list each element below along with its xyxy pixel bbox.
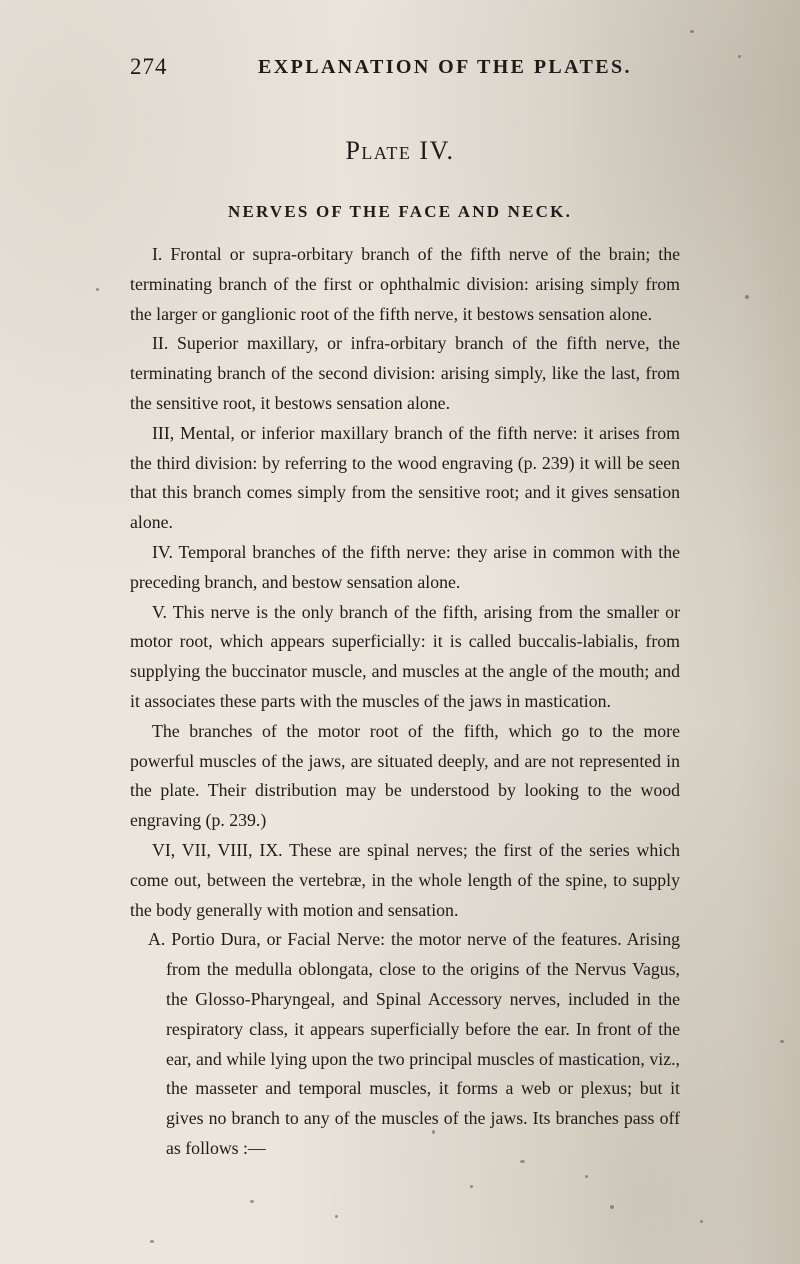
paragraph-superior-maxillary: II. Superior maxillary, or infra-orbitary branch of the fifth nerve, the terminating branch of the second division: arising simply, like the last, from the sensitive root, it bestows sensation alone. bbox=[130, 333, 680, 413]
paragraph-temporal-branches: IV. Temporal branches of the fifth nerve: they arise in common with the preceding branch, and bestow sensation alone. bbox=[130, 541, 680, 592]
paragraph-motor-root: The branches of the motor root of the fifth, which go to the more powerful muscles of the jaws, are situated deeply, and are not represented in the plate. Their distribution may be understood by looking to the wood engraving (p. 239.) bbox=[130, 720, 680, 831]
paper-speck bbox=[745, 295, 749, 299]
running-head: EXPLANATION OF THE PLATES. bbox=[258, 56, 632, 78]
paragraph-mental-branch: III, Mental, or inferior maxillary branch of the fifth nerve: it arises from the third division: by referring to the wood engraving (p. 239) it will be seen that this branch comes simply from the sensitive root; and it gives sensation alone. bbox=[130, 422, 680, 533]
paper-speck bbox=[96, 288, 99, 291]
paper-speck bbox=[780, 1040, 784, 1043]
paper-speck bbox=[432, 1130, 435, 1134]
paper-speck bbox=[610, 1205, 614, 1209]
paper-speck bbox=[150, 1240, 154, 1243]
paper-speck bbox=[470, 1185, 473, 1188]
paper-speck bbox=[700, 1220, 703, 1223]
paragraph-portio-dura: A. Portio Dura, or Facial Nerve: the motor nerve of the features. Arising from the medulla oblongata, close to the origins of the Nervus Vagus, the Glosso-Pharyngeal, and Spinal Accessory nerves, included in the respiratory class, it appears superficially before the ear. In front of the ear, and while lying upon the two principal muscles of mastication, viz., the masseter and temporal muscles, it forms a web or plexus; but it gives no branch to any of the muscles of the jaws. Its branches pass off as follows :— bbox=[148, 929, 680, 1158]
section-title: NERVES OF THE FACE AND NECK. bbox=[227, 202, 573, 221]
paper-speck bbox=[520, 1160, 525, 1163]
paper-speck bbox=[738, 55, 741, 58]
paper-speck bbox=[250, 1200, 254, 1203]
page-number: 274 bbox=[130, 54, 168, 79]
paragraph-buccalis-labialis: V. This nerve is the only branch of the fifth, arising from the smaller or motor root, which appears superficially: it is called buccalis-labialis, from supplying the buccinator muscle, and muscles at the angle of the mouth; and it associates these parts with the muscles of the jaws in mastication. bbox=[130, 601, 680, 711]
plate-title: Plate IV. bbox=[345, 136, 455, 165]
paper-speck bbox=[335, 1215, 338, 1218]
paragraph-spinal-nerves: VI, VII, VIII, IX. These are spinal nerves; the first of the series which come out, between the vertebræ, in the whole length of the spine, to supply the body generally with motion and sensation. bbox=[130, 839, 680, 920]
body-text bbox=[130, 240, 680, 1164]
paper-speck bbox=[690, 30, 694, 33]
paragraph-frontal-branch: I. Frontal or supra-orbitary branch of the fifth nerve of the brain; the terminating branch of the first or ophthalmic division: arising simply from the larger or ganglionic root of the fifth nerve, it bestows sensation alone. bbox=[130, 244, 680, 324]
paper-speck bbox=[585, 1175, 588, 1178]
page-header bbox=[130, 54, 670, 86]
